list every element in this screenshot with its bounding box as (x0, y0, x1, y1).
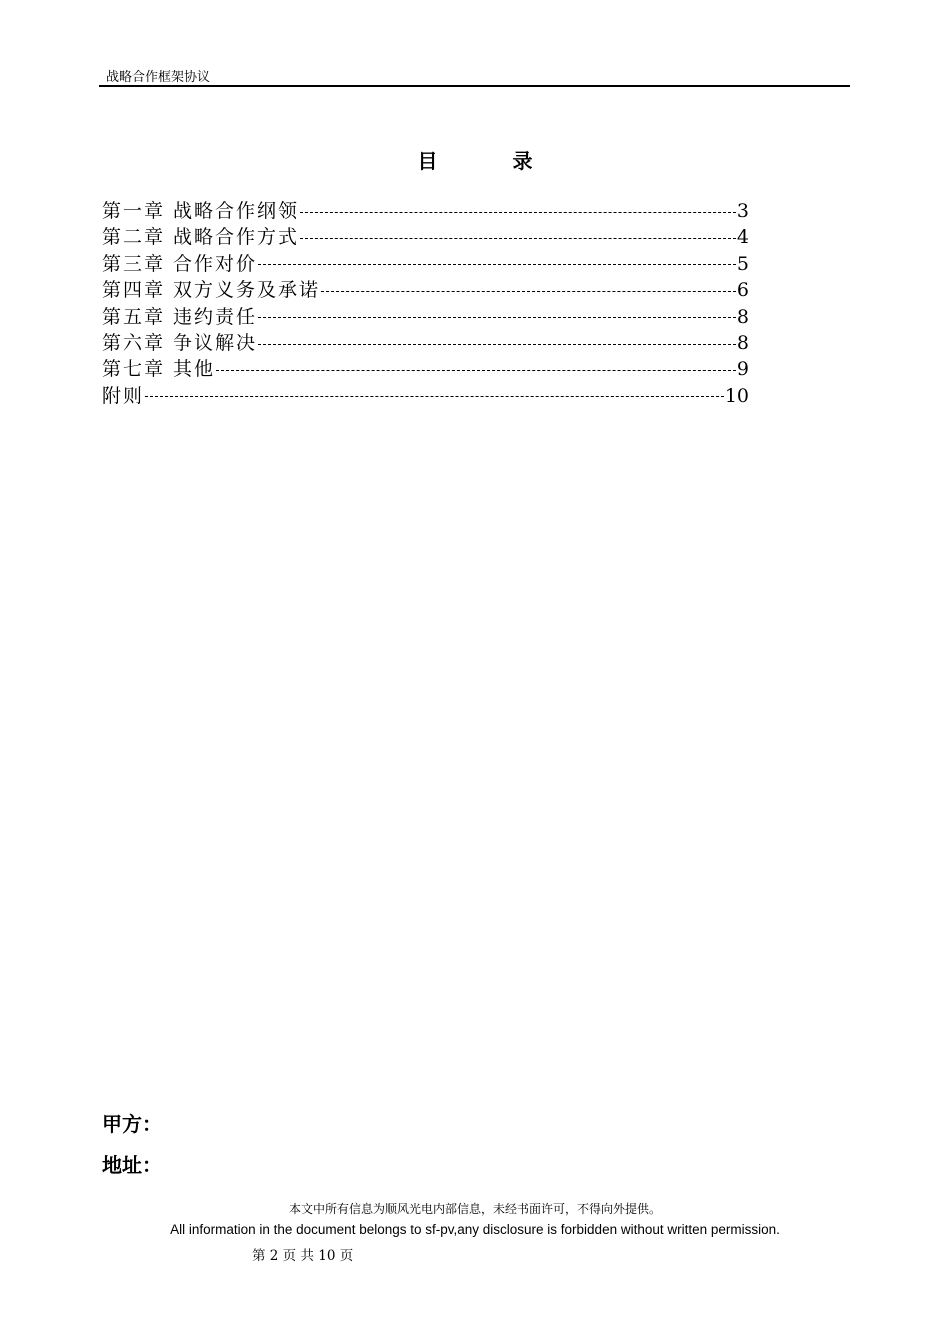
toc-entry-page: 6 (736, 279, 749, 302)
toc-leader-line (145, 396, 724, 397)
toc-leader-line (258, 317, 736, 318)
toc-entry-page: 4 (736, 226, 749, 249)
toc-entry-page: 8 (736, 331, 749, 354)
table-of-contents (102, 198, 749, 409)
toc-leader-line (300, 212, 736, 213)
toc-entry-label: 第三章 合作对价 (102, 252, 258, 275)
toc-entry-page: 8 (736, 305, 749, 328)
footer-notice-en: All information in the document belongs to sf-pv,any disclosure is forbidden without written permission. (170, 1222, 780, 1237)
toc-entry-page: 5 (736, 252, 749, 275)
toc-entry[interactable] (102, 251, 749, 277)
toc-leader-line (216, 370, 736, 371)
toc-entry-label: 第六章 争议解决 (102, 331, 258, 354)
toc-entry-label: 第五章 违约责任 (102, 305, 258, 328)
toc-entry[interactable] (102, 356, 749, 382)
toc-entry-label: 附则 (102, 384, 145, 407)
toc-entry[interactable] (102, 304, 749, 330)
footer-notice-cn: 本文中所有信息为顺风光电内部信息，未经书面许可，不得向外提供。 (288, 1202, 661, 1216)
toc-entry[interactable] (102, 198, 749, 224)
toc-entry-page: 10 (724, 384, 749, 407)
toc-entry-label: 第二章 战略合作方式 (102, 226, 300, 249)
toc-leader-line (258, 344, 736, 345)
toc-entry-label: 第七章 其他 (102, 358, 216, 381)
toc-entry[interactable] (102, 330, 749, 356)
toc-leader-line (258, 264, 736, 265)
toc-entry-page: 3 (736, 200, 749, 222)
toc-leader-line (300, 238, 736, 239)
header-title: 战略合作框架协议 (106, 70, 211, 85)
party-a-label: 甲方： (102, 1112, 162, 1136)
toc-entry[interactable] (102, 277, 749, 303)
address-label: 地址： (102, 1153, 162, 1177)
footer-page-number: 第 2 页 共 10 页 (252, 1248, 354, 1264)
toc-entry-label: 第一章 战略合作纲领 (102, 200, 300, 222)
header-divider (99, 85, 850, 87)
toc-entry[interactable] (102, 383, 749, 409)
toc-entry-page: 9 (736, 358, 749, 381)
toc-entry[interactable] (102, 224, 749, 250)
toc-title: 目 录 (417, 149, 567, 173)
toc-entry-label: 第四章 双方义务及承诺 (102, 279, 321, 302)
toc-leader-line (321, 291, 736, 292)
